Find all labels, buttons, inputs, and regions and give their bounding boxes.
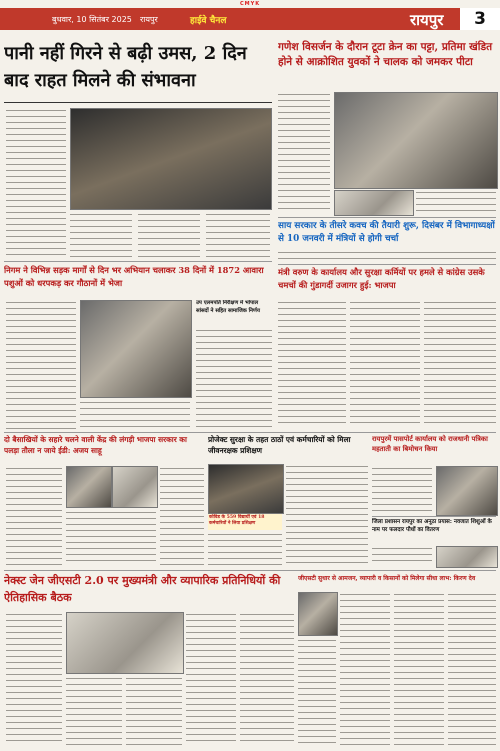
- project-body-col1: [208, 532, 282, 566]
- divider: [278, 217, 496, 218]
- main-article: [4, 40, 272, 103]
- cmyk-marker: CMYK: [240, 1, 261, 7]
- minister-body-col2: [350, 300, 420, 428]
- gst-body-col3: [126, 676, 182, 746]
- masthead: [0, 0, 500, 40]
- passport-body: [372, 466, 432, 514]
- gst-body-col5: [240, 612, 294, 746]
- main-article-body-col1: [6, 108, 66, 258]
- irrigation-headline: उप एलमपति निरीक्षण में भोपाल सांसदों ने सहित सामाजिक निर्णय: [196, 300, 260, 314]
- main-article-body-col2: [70, 212, 132, 258]
- gst-body-col4: [186, 612, 236, 746]
- ganesh-article: [278, 40, 496, 90]
- issue-date: बुधवार, 10 सितंबर 2025: [52, 15, 132, 24]
- cattle-article: [4, 264, 272, 298]
- gst-photo: [66, 612, 184, 674]
- ganesh-headline: गणेश विसर्जन के दौरान टूटा क्रेन का पट्टा, प्रतिमा खंडित होने से आक्रोशित युवकों ने चालक को जमकर पीटा: [278, 41, 493, 68]
- section-title: रायपुर: [410, 11, 444, 29]
- gst2-headline: जीएसटी सुधार से आमजन, व्यापारी व किसानों को मिलेगा सीधा लाभ: किरण देव: [298, 575, 476, 582]
- divider: [372, 516, 496, 517]
- ganesh-caption: [416, 190, 496, 214]
- project-photo: [208, 464, 284, 514]
- cattle-photo: [80, 300, 192, 398]
- project-article: [208, 434, 368, 462]
- ganesh-body: [278, 92, 330, 214]
- baghel-headline: दो बैसाखियों के सहारे चलने वाली केंद्र की लंगड़ी भाजपा सरकार का पलड़ा तौला न जाये ईडी: अजय साहू: [4, 435, 187, 455]
- covid-headline: कोविड के 559 विद्यार्थी एवं 18 कर्मचारियों ने लिया प्रशिक्षण: [209, 515, 265, 526]
- brand-name: हाईवे चैनल: [190, 16, 227, 26]
- sai-body: [278, 250, 496, 262]
- gst2-article: [298, 574, 496, 588]
- aganwadi-headline: जिला प्रशासन रायपुर का अनूठा प्रयास: नवजात शिशुओं के नाम पर फलदार पौधों का वितरण: [372, 519, 492, 533]
- main-article-body-col3: [138, 212, 200, 258]
- baghel-portrait-1: [66, 466, 112, 508]
- gst-body-col1: [6, 612, 62, 746]
- gst2-body-col2: [394, 592, 444, 746]
- main-headline: पानी नहीं गिरने से बढ़ी उमस, 2 दिन बाद राहत मिलने की संभावना: [4, 43, 247, 91]
- minister-headline: मंत्री वरुण के कार्यालय और सुरक्षा कर्मियों पर हमले से कांग्रेस उसके चमचों की गुंडागर्दी उजागर हुई: भाजपा: [278, 267, 485, 290]
- project-body-col2: [286, 464, 368, 566]
- gst2-body-col1: [340, 592, 390, 746]
- divider: [4, 570, 496, 571]
- date-strip: [0, 8, 380, 30]
- divider: [278, 264, 496, 265]
- irrigation-article: [196, 300, 272, 326]
- divider: [4, 261, 272, 262]
- page-number: 3: [460, 8, 500, 30]
- cattle-caption: [80, 400, 190, 430]
- passport-article: [372, 434, 496, 464]
- aganwadi-body: [372, 546, 432, 566]
- main-article-body-col4: [206, 212, 270, 258]
- baghel-body-col2: [66, 510, 156, 566]
- aganwadi-article: [372, 518, 496, 544]
- minister-body-col3: [424, 300, 496, 428]
- cattle-headline: निगम ने विभिन्न सड़क मार्गों से दिन भर अभियान चलाकर 38 दिनों में 1872 आवारा पशुओं को धरपकड़ कर गौठानों में भेजा: [4, 265, 264, 288]
- covid-box: [208, 514, 282, 530]
- sai-headline: साय सरकार के तीसरे कवच की तैयारी शुरू, दिसंबर में विभागाध्यक्षों से 10 जनवरी में मंत्रियों से होगी चर्चा: [278, 221, 495, 244]
- baghel-body-col3: [160, 466, 204, 566]
- minister-article: [278, 266, 496, 298]
- issue-city: रायपुर: [140, 15, 158, 24]
- divider: [4, 432, 496, 433]
- baghel-portrait-2: [112, 466, 158, 508]
- project-headline: प्रोजेक्ट सुरक्षा के तहत ठाठों एवं कर्मचारियों को मिला जीवनरक्षक प्रशिक्षण: [208, 435, 351, 455]
- gst-body-col2: [66, 676, 122, 746]
- kiran-dev-portrait: [298, 592, 338, 636]
- irrigation-body: [196, 328, 272, 430]
- minister-body-col1: [278, 300, 346, 428]
- ganesh-photo-small: [334, 190, 414, 216]
- gst2-body-col3: [448, 592, 496, 746]
- ganesh-photo-crowd: [334, 92, 498, 189]
- passport-headline: रायपुरमें पासपोर्ट कार्यालय को राजधानी पत्रिका महताती का बिमोचन किया: [372, 435, 488, 453]
- cattle-body-col1: [6, 300, 76, 430]
- gst2-body-col0: [298, 638, 336, 746]
- aganwadi-photo: [436, 546, 498, 568]
- sai-article: [278, 220, 496, 248]
- gst-article: [4, 572, 294, 608]
- baghel-body-col1: [6, 466, 62, 566]
- baghel-article: [4, 434, 204, 464]
- gst-headline: नेक्स्ट जेन जीएसटी 2.0 पर मुख्यमंत्री और व्यापारिक प्रतिनिधियों की ऐतिहासिक बैठक: [4, 574, 281, 604]
- main-article-photo: [70, 108, 272, 210]
- passport-photo: [436, 466, 498, 516]
